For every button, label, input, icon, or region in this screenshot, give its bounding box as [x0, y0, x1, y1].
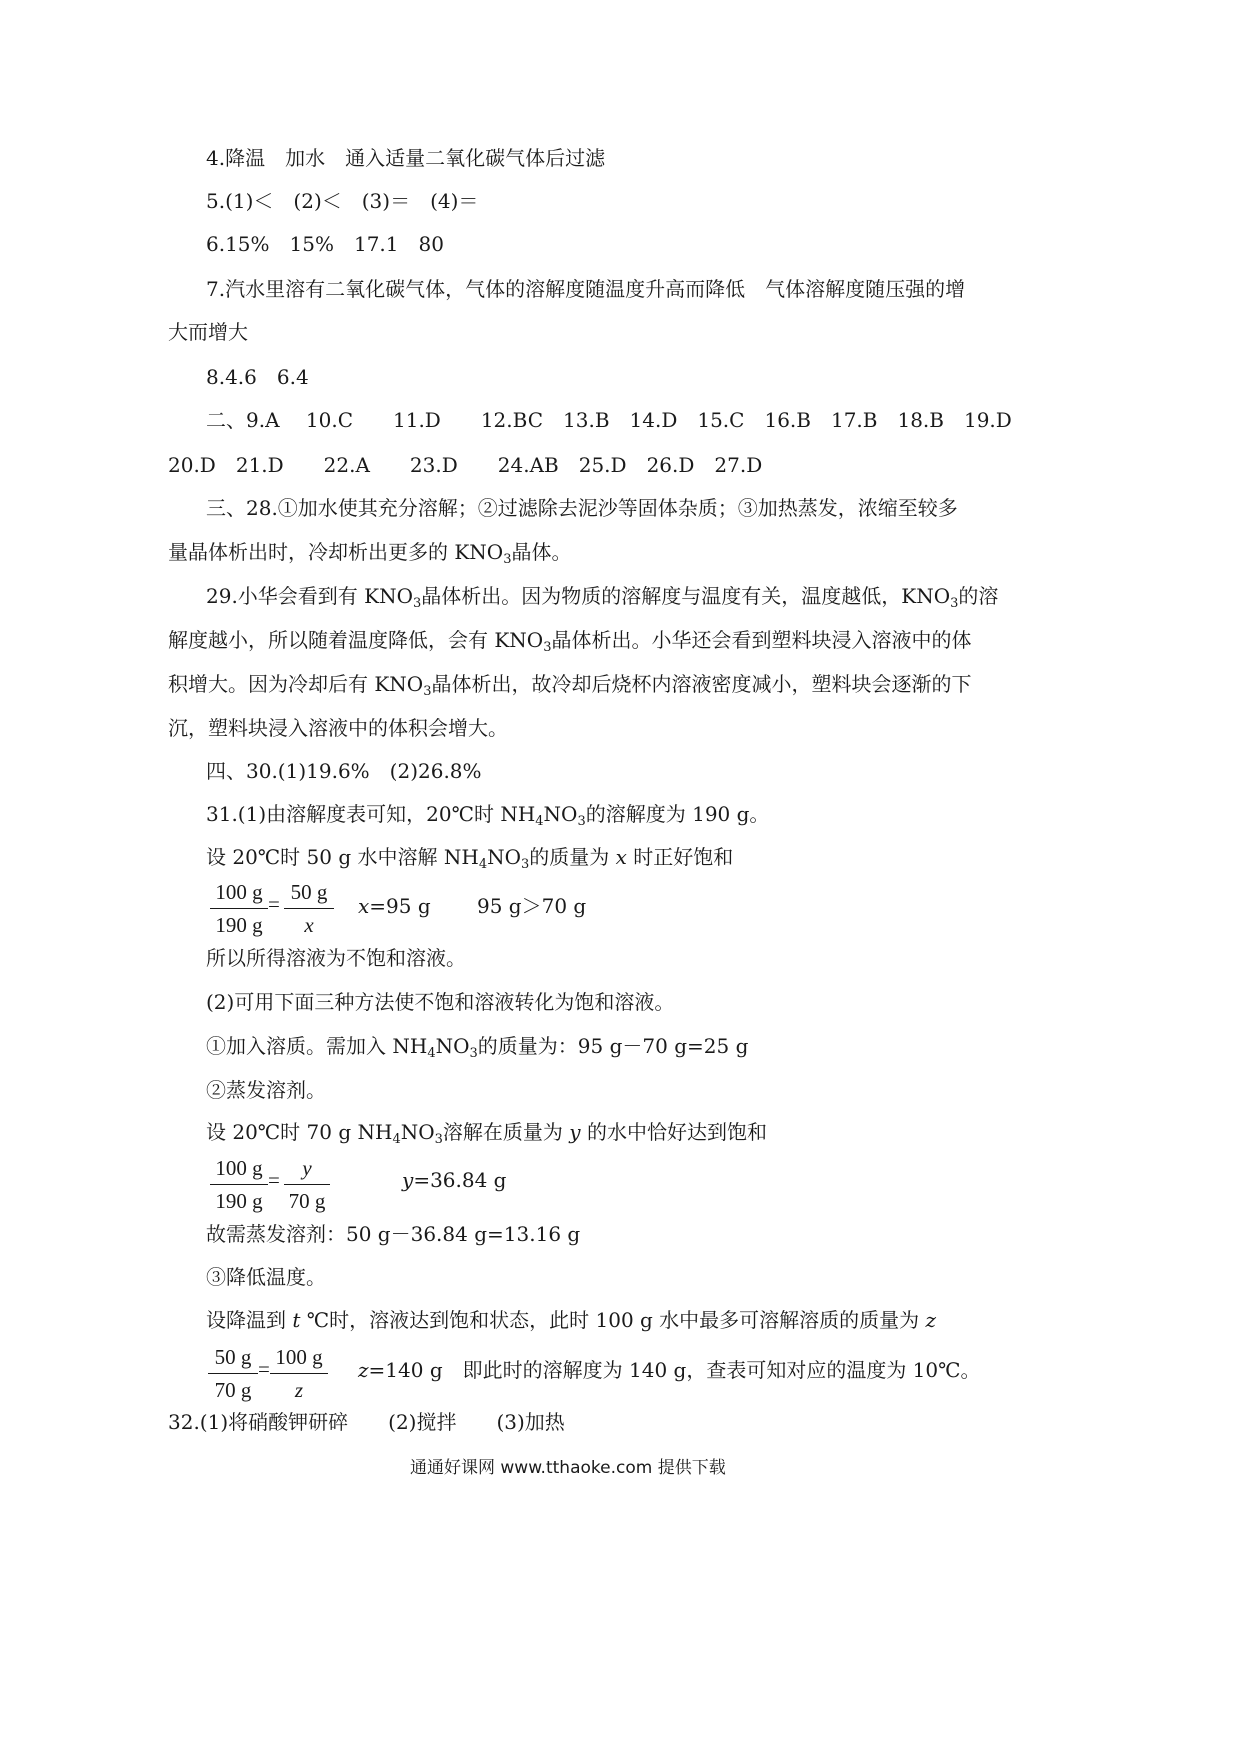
answer-29-line1: 29.小华会看到有 $KNO_3$晶体析出。因为物质的溶解度与温度有关，温度越低，$KNO_3$的溶: [206, 584, 999, 611]
answer-31-result-y: y=36.84 g: [402, 1168, 507, 1192]
equals-sign: =: [258, 1357, 270, 1381]
answer-31-result-x: x=95 g 95 g＞70 g: [358, 894, 587, 918]
fraction-2: 50 g x: [284, 878, 334, 939]
answer-31-method3: ③降低温度。: [206, 1265, 326, 1289]
answer-6: 6.15% 15% 17.1 80: [206, 232, 444, 256]
answer-29-line3: 积增大。因为冷却后有 $KNO_3$晶体析出，故冷却后烧杯内溶液密度减小，塑料块会逐渐的下: [168, 672, 972, 699]
answer-31-line1: 31.(1)由溶解度表可知，20℃时 $NH_4NO_3$的溶解度为 190 g。: [206, 802, 770, 829]
answers-9-19: 二、9.A 10.C 11.D 12.BC 13.B 14.D 15.C 16.B 17.B 18.B 19.D: [206, 408, 1012, 432]
equals-sign: =: [268, 892, 280, 916]
answer-31-method3-setup: 设降温到 t ℃时，溶液达到饱和状态，此时 100 g 水中最多可溶解溶质的质量为 z: [206, 1308, 937, 1332]
answer-4: 4.降温 加水 通入适量二氧化碳气体后过滤: [206, 146, 606, 170]
answer-31-conclusion: 所以所得溶液为不饱和溶液。: [206, 946, 466, 970]
answer-31-method1: ①加入溶质。需加入 $NH_4NO_3$的质量为：95 g－70 g=25 g: [206, 1034, 749, 1061]
answer-31-line2: 设 20℃时 50 g 水中溶解 $NH_4NO_3$的质量为 x 时正好饱和: [206, 845, 734, 872]
answer-31-part2: (2)可用下面三种方法使不饱和溶液转化为饱和溶液。: [206, 990, 675, 1014]
fraction-1: 100 g 190 g: [210, 878, 268, 939]
answer-31-method2-setup: 设 20℃时 70 g $NH_4NO_3$溶解在质量为 y 的水中恰好达到饱和: [206, 1120, 767, 1147]
fraction-3: 100 g 190 g: [210, 1154, 268, 1215]
answer-31-evaporate: 故需蒸发溶剂：50 g－36.84 g=13.16 g: [206, 1222, 581, 1246]
fraction-6: 100 g z: [270, 1343, 328, 1404]
answer-29-line4: 沉，塑料块浸入溶液中的体积会增大。: [168, 716, 508, 740]
answer-31-result-z: z=140 g 即此时的溶解度为 140 g，查表可知对应的温度为 10℃。: [358, 1358, 981, 1382]
fraction-4: y 70 g: [284, 1154, 330, 1215]
answer-31-method2: ②蒸发溶剂。: [206, 1078, 326, 1102]
answers-20-27: 20.D 21.D 22.A 23.D 24.AB 25.D 26.D 27.D: [168, 453, 763, 477]
answer-7-line1: 7.汽水里溶有二氧化碳气体，气体的溶解度随温度升高而降低 气体溶解度随压强的增: [206, 277, 966, 301]
answer-8: 8.4.6 6.4: [206, 365, 309, 389]
equals-sign: =: [268, 1168, 280, 1192]
answer-28-line2: 量晶体析出时，冷却析出更多的 $KNO_3$晶体。: [168, 540, 572, 567]
answer-7-line2: 大而增大: [168, 320, 248, 344]
answer-32: 32.(1)将硝酸钾研碎 (2)搅拌 (3)加热: [168, 1410, 565, 1434]
answer-30: 四、30.(1)19.6% (2)26.8%: [206, 759, 482, 783]
fraction-5: 50 g 70 g: [208, 1343, 258, 1404]
answer-5: 5.(1)＜ (2)＜ (3)＝ (4)＝: [206, 189, 479, 213]
answer-29-line2: 解度越小，所以随着温度降低，会有 $KNO_3$晶体析出。小华还会看到塑料块浸入溶液中的体: [168, 628, 972, 655]
answer-28-line1: 三、28.①加水使其充分溶解；②过滤除去泥沙等固体杂质；③加热蒸发，浓缩至较多: [206, 496, 958, 520]
page-footer: 通通好课网 www.tthaoke.com 提供下载: [410, 1458, 726, 1478]
